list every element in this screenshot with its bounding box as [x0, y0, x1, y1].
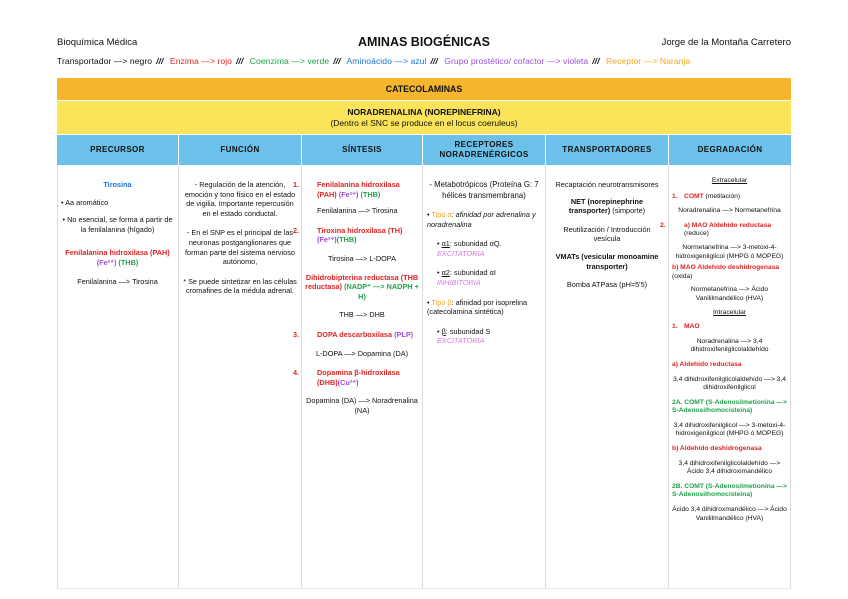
subsection-note: (Dentro el SNC se produce en el locus coeruleus) — [330, 118, 518, 128]
precursor-enzyme: Fenilalanina hidroxilasa (PAH) (Fe²⁺) (THB) — [65, 248, 170, 267]
column-header-transportadores: TRANSPORTADORES — [546, 135, 668, 165]
legend-aminoacido: Aminoácido —> azul — [346, 56, 427, 66]
color-legend — [57, 56, 690, 66]
sintesis-reaction: Tirosina —> L-DOPA — [328, 253, 396, 263]
legend-transportador: Transportador —> negro — [57, 56, 153, 66]
degradacion-step: 2. a) MAO Aldehído reductasa (reduce) — [660, 221, 772, 238]
column-header-sintesis: SÍNTESIS — [302, 135, 422, 165]
legend-receptor: Receptor —> Naranja — [605, 56, 691, 66]
funcion-note: * Se puede sintetizar en las células cromafines de la médula adrenal. — [183, 276, 297, 296]
sintesis-step-1: 1. Fenilalanina hidroxilasa (PAH) (Fe²⁺) (THB) — [293, 180, 400, 199]
receptor-type-beta: • Tipo β: afinidad por isoprelina (catecolamina sintética) — [427, 297, 528, 317]
sintesis-reaction: THB —> DHB — [339, 310, 385, 320]
sintesis-reaction: L-DOPA —> Dopamina (DA) — [315, 348, 409, 358]
column-receptores — [427, 165, 541, 588]
column-divider — [178, 165, 179, 588]
receptor-subtype-a2: • α2: subunidad αI INHIBITORIA — [437, 268, 496, 287]
column-header-receptores — [423, 135, 545, 165]
column-header-precursor: PRECURSOR — [57, 135, 178, 165]
legend-separator: /// — [156, 56, 164, 66]
author-name: Jorge de la Montaña Carretero — [661, 37, 791, 48]
receptores-intro: - Metabotrópicos (Proteína G: 7 hélices transmembrana) — [429, 180, 539, 200]
legend-separator: /// — [235, 56, 244, 66]
column-header-funcion: FUNCIÓN — [179, 135, 301, 165]
table-bottom-border — [57, 588, 791, 589]
column-degradacion — [660, 165, 787, 588]
legend-separator: /// — [333, 56, 341, 66]
receptor-subtype-a1: • α1: subunidad αQ. EXCITATORIA — [437, 239, 502, 258]
transport-text: Bomba ATPasa (pH=5'5) — [566, 280, 648, 290]
transporter-vmat: VMATs (vesicular monoamine transporter) — [555, 251, 659, 271]
degradacion-reaction: Normetanefrina —> Ácido Vanililmandélico (HVA) — [690, 286, 769, 302]
legend-enzima: Enzima —> rojo — [169, 56, 232, 66]
column-divider — [301, 165, 302, 588]
subsection-title: NORADRENALINA (NOREPINEFRINA) — [347, 107, 501, 117]
degradacion-intracelular-heading: Intracelular — [712, 308, 747, 316]
transport-text: Recaptación neurotransmisores — [555, 180, 659, 189]
degradacion-step: b) MAO Aldehído deshidrogenasa (oxida) — [672, 264, 780, 280]
column-sintesis — [293, 165, 419, 588]
column-funcion — [183, 165, 297, 588]
legend-grupo-prostetico: Grupo prostético/ cofactor —> violeta — [444, 56, 589, 66]
precursor-aminoacid: Tirosina — [103, 180, 132, 189]
sintesis-step-4: 4. Dopamina β-hidroxilasa (DHB)(Cu²⁺) — [293, 368, 400, 387]
transporter-net: NET (norepinephrine transporter) (simporte) — [568, 196, 646, 216]
degradacion-reaction: Noradrenalina —> 3,4 dihidroxifenilglicolaldehído — [690, 337, 769, 354]
degradacion-step: 2B. COMT (S-Adenosilmetionina —> S-Adenosilhomocisteína) — [672, 482, 787, 499]
receptor-type-alpha: • Tipo α: afinidad por adrenalina y noradrenalina — [427, 210, 536, 229]
degradacion-reaction: 3,4 dihidroxifenilglicol —> 3-metoxi-4-hidroxigenilglicol (MHPG ó MOPEG) — [673, 421, 786, 438]
funcion-text: - En el SNP es el principal de las neuronas postganglionares que forman parte del sistema nervioso autónomo, — [185, 228, 295, 267]
transport-text: Reutilización / Introducción vesícula — [563, 224, 651, 244]
column-divider — [668, 165, 669, 588]
precursor-bullet: • No esencial, se forma a partir de la fenilalanina (hígado) — [62, 215, 173, 234]
degradacion-reaction: Normetanefrina —> 3-metoxi-4-hidroxigenilglicol (MHPG ó MOPEG) — [675, 243, 784, 260]
degradacion-extracelular-heading: Extracelular — [711, 177, 748, 184]
sintesis-step-2: 2. Tiroxina hidroxilasa (TH) (Fe²⁺)(THB) — [293, 225, 403, 245]
column-divider — [57, 165, 58, 588]
page-title: AMINAS BIOGÉNICAS — [358, 35, 490, 49]
legend-separator: /// — [592, 56, 600, 66]
degradacion-reaction: Noradrenalina —> Normetanefrina — [678, 207, 781, 215]
degradacion-reaction: Ácido 3,4 dihidroxmandélico —> Ácido Vanililmandélico (HVA) — [672, 506, 787, 522]
funcion-text: - Regulación de la atención, emoción y tono físico en el estado de vigilia. Importante repercusión en el estado conductal. — [184, 180, 296, 218]
legend-separator: /// — [430, 56, 438, 66]
precursor-reaction: Fenilalanina —> Tirosina — [77, 276, 158, 286]
column-header-degradacion: DEGRADACIÓN — [669, 135, 791, 165]
degradacion-step: 2A. COMT (S-Adenosilmetionina —> S-Adenosilhomocisteína) — [672, 398, 787, 415]
sintesis-reaction: Fenilalanina —> Tirosina — [317, 206, 398, 216]
degradacion-reaction: 3,4 dihidroxifenilglicolaldehído —> Ácido 3,4 dihidroximandélico — [678, 459, 781, 476]
column-divider — [790, 165, 791, 588]
degradacion-step: 1. MAO — [672, 323, 700, 331]
subsection-header — [57, 101, 791, 134]
sintesis-cofactor-regeneration: Dihidrobipterina reductasa (THB reductasa) (NADP⁺ —> NADPH + H) — [305, 272, 419, 301]
sintesis-step-3: 3. DOPA descarboxilasa (PLP) — [293, 329, 414, 339]
section-title: CATECOLAMINAS — [57, 78, 791, 100]
sintesis-reaction: Dopamina (DA) —> Noradrenalina (NA) — [306, 396, 418, 415]
column-divider — [545, 165, 546, 588]
degradacion-step: 1. COMT (metilación) — [672, 192, 741, 200]
precursor-bullet: • Aa aromático — [61, 197, 109, 207]
column-divider — [422, 165, 423, 588]
column-header-receptores-label: RECEPTORES NORADRENÉRGICOS — [439, 140, 529, 159]
degradacion-step: a) Aldehído reductasa — [672, 360, 742, 368]
column-transportadores — [550, 165, 664, 588]
receptor-subtype-b: • β: subunidad S EXCITATORIA — [437, 326, 491, 346]
degradacion-step: b) Aldehído deshidrogenasa — [672, 445, 762, 453]
legend-coenzima: Coenzima —> verde — [249, 56, 330, 66]
degradacion-reaction: 3,4 dihidroxifenilglicolaldehído —> 3,4 dihidroxifenilglicol — [673, 375, 786, 392]
column-precursor — [61, 165, 174, 588]
course-name: Bioquímica Médica — [57, 37, 138, 48]
